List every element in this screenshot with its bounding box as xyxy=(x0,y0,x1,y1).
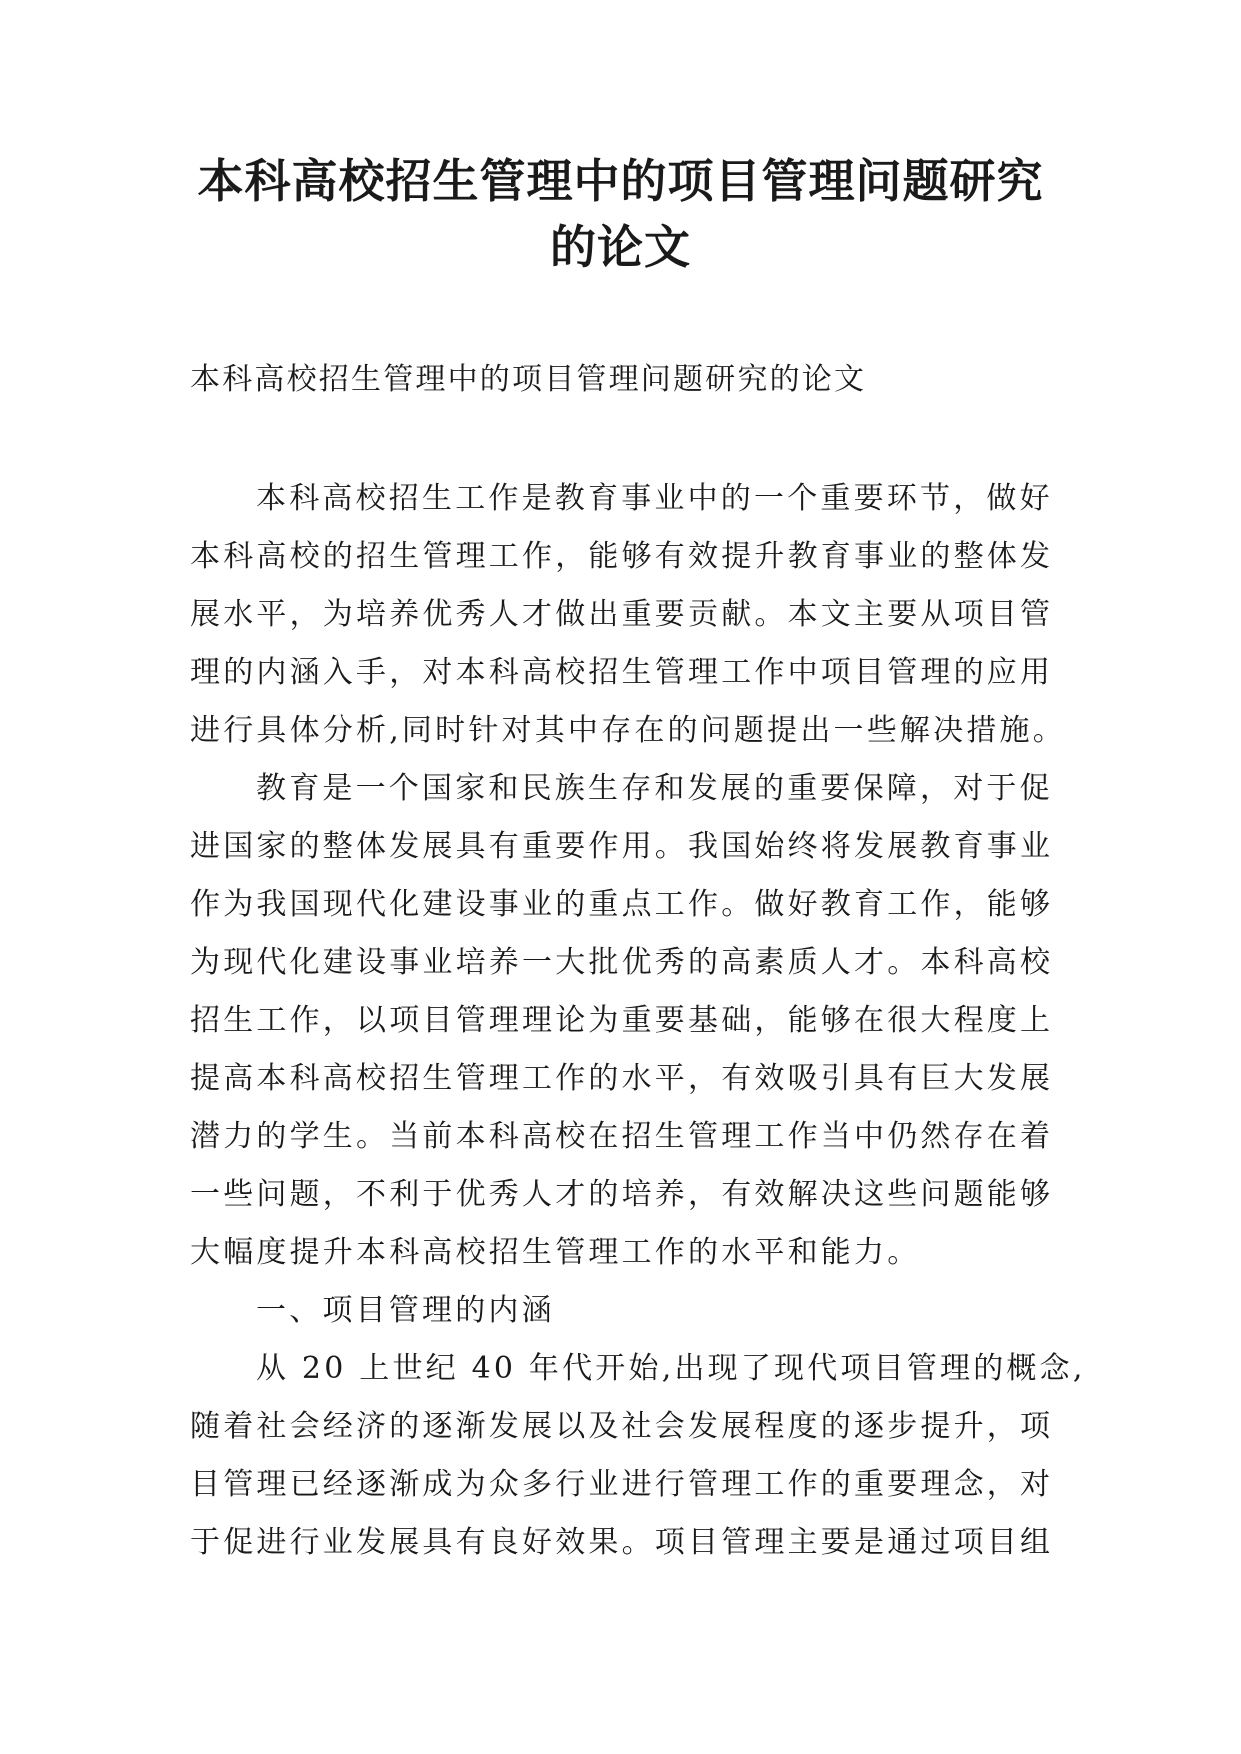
body-line: 随着社会经济的逐渐发展以及社会发展程度的逐步提升，项 xyxy=(190,1409,1054,1444)
title-line: 的论文 xyxy=(550,220,691,274)
body-line: 理的内涵入手，对本科高校招生管理工作中项目管理的应用 xyxy=(190,655,1054,690)
body-line: 本科高校的招生管理工作，能够有效提升教育事业的整体发 xyxy=(190,539,1054,574)
section-heading: 一、项目管理的内涵 xyxy=(256,1293,555,1328)
body-line: 进行具体分析,同时针对其中存在的问题提出一些解决措施。 xyxy=(190,713,1066,748)
document-subtitle: 本科高校招生管理中的项目管理问题研究的论文 xyxy=(190,362,867,397)
body-line: 目管理已经逐渐成为众多行业进行管理工作的重要理念，对 xyxy=(190,1467,1054,1502)
body-line: 展水平，为培养优秀人才做出重要贡献。本文主要从项目管 xyxy=(190,597,1054,632)
body-line: 作为我国现代化建设事业的重点工作。做好教育工作，能够 xyxy=(190,887,1054,922)
document-body xyxy=(190,470,1086,1572)
body-line: 本科高校招生工作是教育事业中的一个重要环节，做好 xyxy=(256,481,1053,516)
body-line: 于促进行业发展具有良好效果。项目管理主要是通过项目组 xyxy=(190,1525,1054,1560)
body-line: 进国家的整体发展具有重要作用。我国始终将发展教育事业 xyxy=(190,829,1054,864)
body-line: 教育是一个国家和民族生存和发展的重要保障，对于促 xyxy=(256,771,1053,806)
body-line: 招生工作，以项目管理理论为重要基础，能够在很大程度上 xyxy=(190,1003,1054,1038)
body-line: 从 20 上世纪 40 年代开始,出现了现代项目管理的概念, xyxy=(256,1351,1086,1386)
body-line: 大幅度提升本科高校招生管理工作的水平和能力。 xyxy=(190,1235,921,1270)
body-line: 提高本科高校招生管理工作的水平，有效吸引具有巨大发展 xyxy=(190,1061,1054,1096)
body-line: 潜力的学生。当前本科高校在招生管理工作当中仍然存在着 xyxy=(190,1119,1054,1154)
body-line: 为现代化建设事业培养一大批优秀的高素质人才。本科高校 xyxy=(190,945,1054,980)
title-line: 本科高校招生管理中的项目管理问题研究 xyxy=(197,154,1044,208)
body-line: 一些问题，不利于优秀人才的培养，有效解决这些问题能够 xyxy=(190,1177,1054,1212)
document-title xyxy=(160,148,1081,280)
